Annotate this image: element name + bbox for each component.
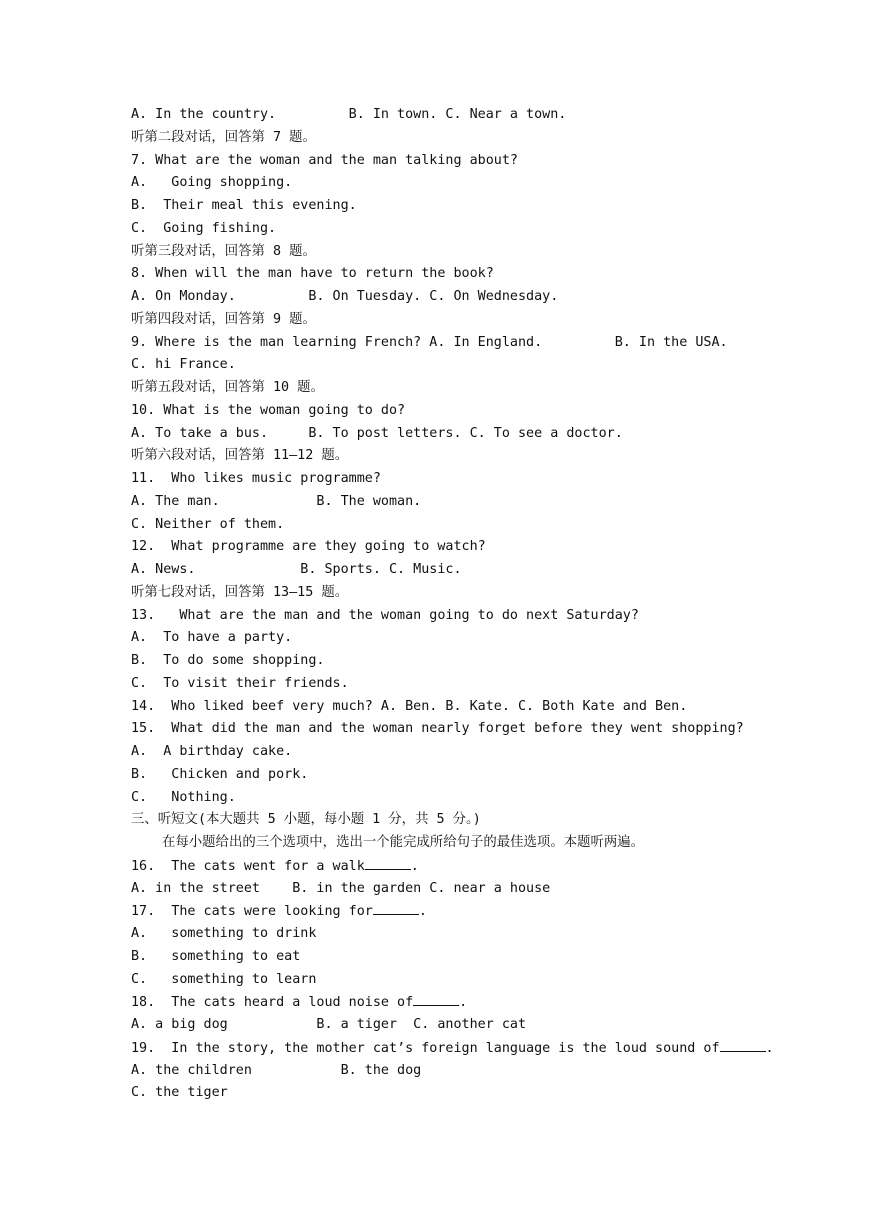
option-c: C. hi France. (131, 357, 236, 373)
question-14: 14. Who liked beef very much? A. Ben. B. Kate. C. Both Kate and Ben. (131, 698, 688, 714)
option-a: A. something to drink (131, 926, 317, 941)
option-b: B. To do some shopping. (131, 653, 325, 668)
section-instruction: 听第六段对话，回答第 11—12 题。 (131, 448, 349, 464)
option-b: B. Their meal this evening. (131, 198, 357, 213)
question-text: 17. The cats were looking for (131, 904, 373, 920)
question-8: 8. When will the man have to return the book? (131, 266, 494, 282)
question-9: 9. Where is the man learning French? A. In England. B. In the USA. (131, 334, 728, 350)
section-instruction: 听第五段对话，回答第 10 题。 (131, 380, 324, 395)
exam-page (131, 104, 774, 1105)
section-directions: 在每小题给出的三个选项中，选出一个能完成所给句子的最佳选项。本题听两遍。 (162, 835, 645, 850)
option-b: B. Chicken and pork. (131, 766, 309, 782)
question-7: 7. What are the woman and the man talking about? (131, 152, 518, 168)
option-c: C. the tiger (131, 1085, 228, 1101)
option-c: C. Going fishing. (131, 220, 277, 236)
option-a: A. A birthday cake. (131, 744, 293, 759)
section-instruction: 听第三段对话，回答第 8 题。 (131, 243, 316, 259)
section-instruction: 听第二段对话，回答第 7 题。 (131, 129, 316, 145)
section-heading: 三、听短文(本大题共 5 小题，每小题 1 分，共 5 分。) (131, 812, 481, 828)
question-10: 10. What is the woman going to do? (131, 402, 406, 418)
question-end: . (410, 858, 419, 874)
question-text: 19. In the story, the mother cat’s foreign language is the loud sound of (131, 1040, 720, 1056)
answer-options-line: A. To take a bus. B. To post letters. C. To see a doctor. (131, 425, 623, 441)
question-17 (131, 900, 771, 923)
option-b: B. something to eat (131, 948, 301, 964)
answer-blank (365, 855, 411, 870)
option-c: C. Neither of them. (131, 516, 285, 532)
question-end: . (765, 1040, 774, 1056)
question-text: 16. The cats went for a walk (131, 858, 365, 874)
option-c: C. To visit their friends. (131, 675, 349, 691)
answer-options-line: A. In the country. B. In town. C. Near a town. (131, 107, 567, 122)
question-end: . (459, 995, 468, 1011)
question-text: 18. The cats heard a loud noise of (131, 995, 414, 1011)
answer-options-line: A. the children B. the dog (131, 1062, 422, 1078)
answer-blank (373, 900, 419, 915)
section-instruction: 听第四段对话，回答第 9 题。 (131, 311, 316, 327)
answer-options-line: A. in the street B. in the garden C. near a house (131, 880, 551, 896)
answer-options-line: A. a big dog B. a tiger C. another cat (131, 1017, 527, 1032)
option-a: A. To have a party. (131, 630, 293, 646)
answer-options-line: A. The man. B. The woman. (131, 493, 422, 509)
answer-blank (413, 991, 459, 1006)
option-c: C. something to learn (131, 971, 317, 987)
question-11: 11. Who likes music programme? (131, 471, 381, 486)
question-16 (131, 855, 771, 878)
section-instruction: 听第七段对话，回答第 13—15 题。 (131, 584, 349, 600)
option-a: A. Going shopping. (131, 175, 293, 191)
question-13: 13. What are the man and the woman going to do next Saturday? (131, 607, 639, 623)
question-15: 15. What did the man and the woman nearly forget before they went shopping? (131, 721, 744, 737)
option-c: C. Nothing. (131, 789, 236, 805)
question-19 (131, 1037, 774, 1060)
question-12: 12. What programme are they going to watch? (131, 539, 486, 555)
answer-blank (720, 1037, 766, 1052)
question-18 (131, 991, 771, 1014)
answer-options-line: A. On Monday. B. On Tuesday. C. On Wednesday. (131, 289, 559, 304)
answer-options-line: A. News. B. Sports. C. Music. (131, 562, 462, 577)
question-end: . (418, 904, 427, 920)
